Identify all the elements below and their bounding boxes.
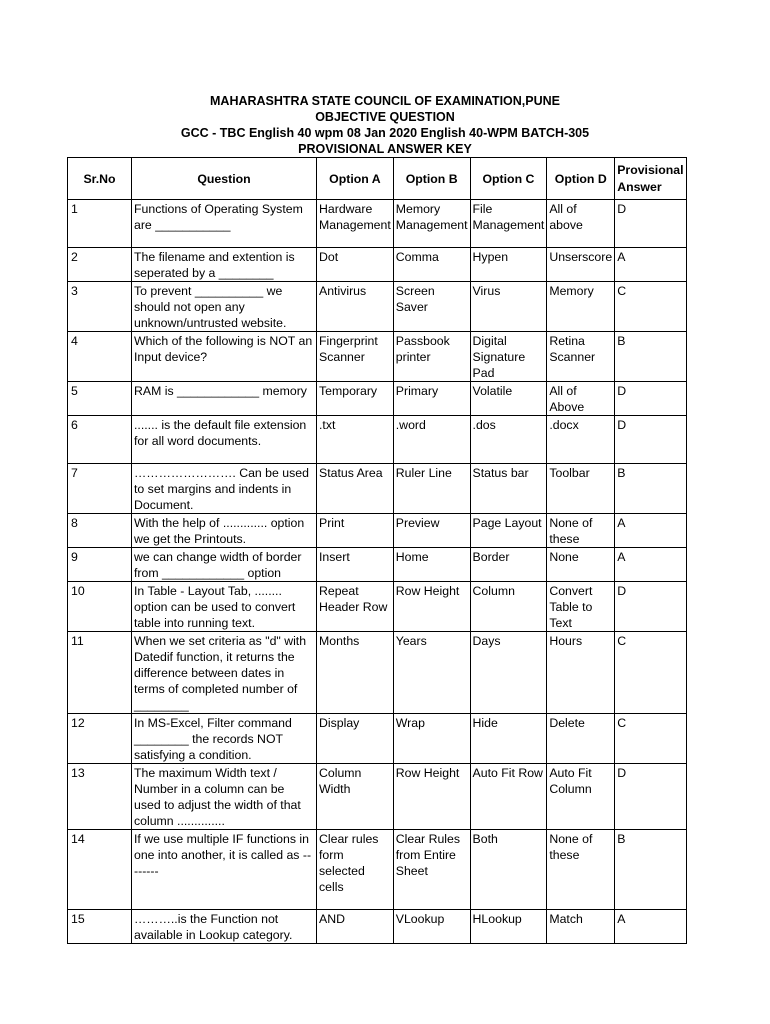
cell-srno: 4 <box>68 332 132 382</box>
cell-srno: 12 <box>68 714 132 764</box>
cell-option-a: Insert <box>317 548 394 582</box>
cell-srno: 1 <box>68 200 132 248</box>
table-row <box>68 830 687 910</box>
header-option-c: Option C <box>470 158 547 200</box>
answer-key-table <box>67 157 687 944</box>
cell-option-c: Status bar <box>470 464 547 514</box>
cell-option-a: Months <box>317 632 394 714</box>
cell-option-a: Repeat Header Row <box>317 582 394 632</box>
cell-question: With the help of ............. option we get the Printouts. <box>132 514 317 548</box>
cell-option-b: Wrap <box>393 714 470 764</box>
cell-srno: 8 <box>68 514 132 548</box>
cell-answer: A <box>615 514 686 548</box>
cell-answer: B <box>615 830 686 910</box>
cell-option-a: Temporary <box>317 382 394 416</box>
cell-srno: 11 <box>68 632 132 714</box>
cell-option-a: Clear rules form selected cells <box>317 830 394 910</box>
document-header <box>0 93 770 157</box>
table-row <box>68 714 687 764</box>
table-row <box>68 464 687 514</box>
cell-option-d: Unserscore <box>547 248 615 282</box>
cell-option-c: HLookup <box>470 910 547 944</box>
cell-srno: 7 <box>68 464 132 514</box>
cell-option-d: None of these <box>547 514 615 548</box>
table-row <box>68 200 687 248</box>
cell-question: The maximum Width text / Number in a column can be used to adjust the width of that column .............. <box>132 764 317 830</box>
cell-option-d: None of these <box>547 830 615 910</box>
cell-question: ....... is the default file extension for all word documents. <box>132 416 317 464</box>
cell-option-b: Preview <box>393 514 470 548</box>
cell-srno: 14 <box>68 830 132 910</box>
cell-srno: 13 <box>68 764 132 830</box>
table-row <box>68 910 687 944</box>
exam-details: GCC - TBC English 40 wpm 08 Jan 2020 English 40-WPM BATCH-305 <box>180 126 590 140</box>
cell-option-d: All of Above <box>547 382 615 416</box>
cell-srno: 6 <box>68 416 132 464</box>
cell-option-d: Toolbar <box>547 464 615 514</box>
header-srno: Sr.No <box>68 158 132 200</box>
cell-option-c: File Management <box>470 200 547 248</box>
cell-option-a: AND <box>317 910 394 944</box>
cell-option-d: Retina Scanner <box>547 332 615 382</box>
cell-option-d: None <box>547 548 615 582</box>
cell-option-b: .word <box>393 416 470 464</box>
cell-option-b: Home <box>393 548 470 582</box>
cell-answer: C <box>615 282 686 332</box>
cell-option-c: Both <box>470 830 547 910</box>
cell-option-c: Digital Signature Pad <box>470 332 547 382</box>
cell-srno: 15 <box>68 910 132 944</box>
cell-option-d: .docx <box>547 416 615 464</box>
cell-option-c: Hide <box>470 714 547 764</box>
cell-question: we can change width of border from ____________ option <box>132 548 317 582</box>
cell-option-b: Comma <box>393 248 470 282</box>
table-header-row <box>68 158 687 200</box>
cell-option-a: Fingerprint Scanner <box>317 332 394 382</box>
cell-option-b: Ruler Line <box>393 464 470 514</box>
cell-option-b: Memory Management <box>393 200 470 248</box>
cell-option-b: Passbook printer <box>393 332 470 382</box>
cell-option-d: Auto Fit Column <box>547 764 615 830</box>
cell-option-b: Row Height <box>393 582 470 632</box>
cell-option-c: Hypen <box>470 248 547 282</box>
cell-answer: C <box>615 714 686 764</box>
cell-option-b: VLookup <box>393 910 470 944</box>
cell-option-b: Screen Saver <box>393 282 470 332</box>
table-row <box>68 764 687 830</box>
cell-option-a: Dot <box>317 248 394 282</box>
cell-question: ………..is the Function not available in Lookup category. <box>132 910 317 944</box>
cell-srno: 2 <box>68 248 132 282</box>
cell-option-a: Antivirus <box>317 282 394 332</box>
cell-answer: D <box>615 200 686 248</box>
table-row <box>68 514 687 548</box>
cell-option-c: Days <box>470 632 547 714</box>
header-question: Question <box>132 158 317 200</box>
cell-question: In MS-Excel, Filter command ________ the records NOT satisfying a condition. <box>132 714 317 764</box>
cell-option-d: Delete <box>547 714 615 764</box>
cell-srno: 3 <box>68 282 132 332</box>
cell-answer: D <box>615 764 686 830</box>
cell-answer: B <box>615 464 686 514</box>
cell-question: ……………………. Can be used to set margins and indents in Document. <box>132 464 317 514</box>
table-row <box>68 332 687 382</box>
cell-option-c: Border <box>470 548 547 582</box>
cell-option-d: Convert Table to Text <box>547 582 615 632</box>
cell-option-c: Auto Fit Row <box>470 764 547 830</box>
table-row <box>68 416 687 464</box>
cell-option-a: .txt <box>317 416 394 464</box>
cell-option-a: Print <box>317 514 394 548</box>
cell-answer: A <box>615 910 686 944</box>
table-row <box>68 282 687 332</box>
cell-answer: D <box>615 382 686 416</box>
cell-question: RAM is ____________ memory <box>132 382 317 416</box>
cell-srno: 5 <box>68 382 132 416</box>
cell-answer: A <box>615 248 686 282</box>
cell-question: If we use multiple IF functions in one into another, it is called as -------- <box>132 830 317 910</box>
cell-option-b: Primary <box>393 382 470 416</box>
table-body <box>68 200 687 944</box>
cell-question: To prevent __________ we should not open any unknown/untrusted website. <box>132 282 317 332</box>
table-row <box>68 582 687 632</box>
header-option-b: Option B <box>393 158 470 200</box>
cell-answer: C <box>615 632 686 714</box>
cell-question: Functions of Operating System are ___________ <box>132 200 317 248</box>
cell-option-c: Volatile <box>470 382 547 416</box>
cell-srno: 10 <box>68 582 132 632</box>
cell-option-c: Page Layout <box>470 514 547 548</box>
cell-question: In Table - Layout Tab, ........ option can be used to convert table into running text. <box>132 582 317 632</box>
cell-option-c: Column <box>470 582 547 632</box>
objective-question-title: OBJECTIVE QUESTION <box>315 110 455 124</box>
cell-option-d: Memory <box>547 282 615 332</box>
cell-answer: B <box>615 332 686 382</box>
council-title: MAHARASHTRA STATE COUNCIL OF EXAMINATION,PUNE <box>210 94 560 108</box>
cell-option-d: Hours <box>547 632 615 714</box>
cell-srno: 9 <box>68 548 132 582</box>
cell-question: When we set criteria as "d" with Datedif function, it returns the difference between dates in terms of completed number of ________ <box>132 632 317 714</box>
cell-option-d: All of above <box>547 200 615 248</box>
cell-option-a: Status Area <box>317 464 394 514</box>
cell-question: The filename and extention is seperated by a ________ <box>132 248 317 282</box>
header-option-d: Option D <box>547 158 615 200</box>
cell-option-a: Display <box>317 714 394 764</box>
cell-option-a: Column Width <box>317 764 394 830</box>
cell-option-d: Match <box>547 910 615 944</box>
cell-answer: A <box>615 548 686 582</box>
cell-option-a: Hardware Management <box>317 200 394 248</box>
cell-question: Which of the following is NOT an Input device? <box>132 332 317 382</box>
cell-option-c: Virus <box>470 282 547 332</box>
table-row <box>68 248 687 282</box>
table-row <box>68 382 687 416</box>
cell-answer: D <box>615 582 686 632</box>
answer-key-title: PROVISIONAL ANSWER KEY <box>298 142 472 156</box>
cell-option-b: Row Height <box>393 764 470 830</box>
cell-option-b: Years <box>393 632 470 714</box>
cell-answer: D <box>615 416 686 464</box>
cell-option-b: Clear Rules from Entire Sheet <box>393 830 470 910</box>
header-provisional-answer: Provisional Answer <box>615 158 686 200</box>
cell-option-c: .dos <box>470 416 547 464</box>
table-row <box>68 632 687 714</box>
table-row <box>68 548 687 582</box>
header-option-a: Option A <box>317 158 394 200</box>
